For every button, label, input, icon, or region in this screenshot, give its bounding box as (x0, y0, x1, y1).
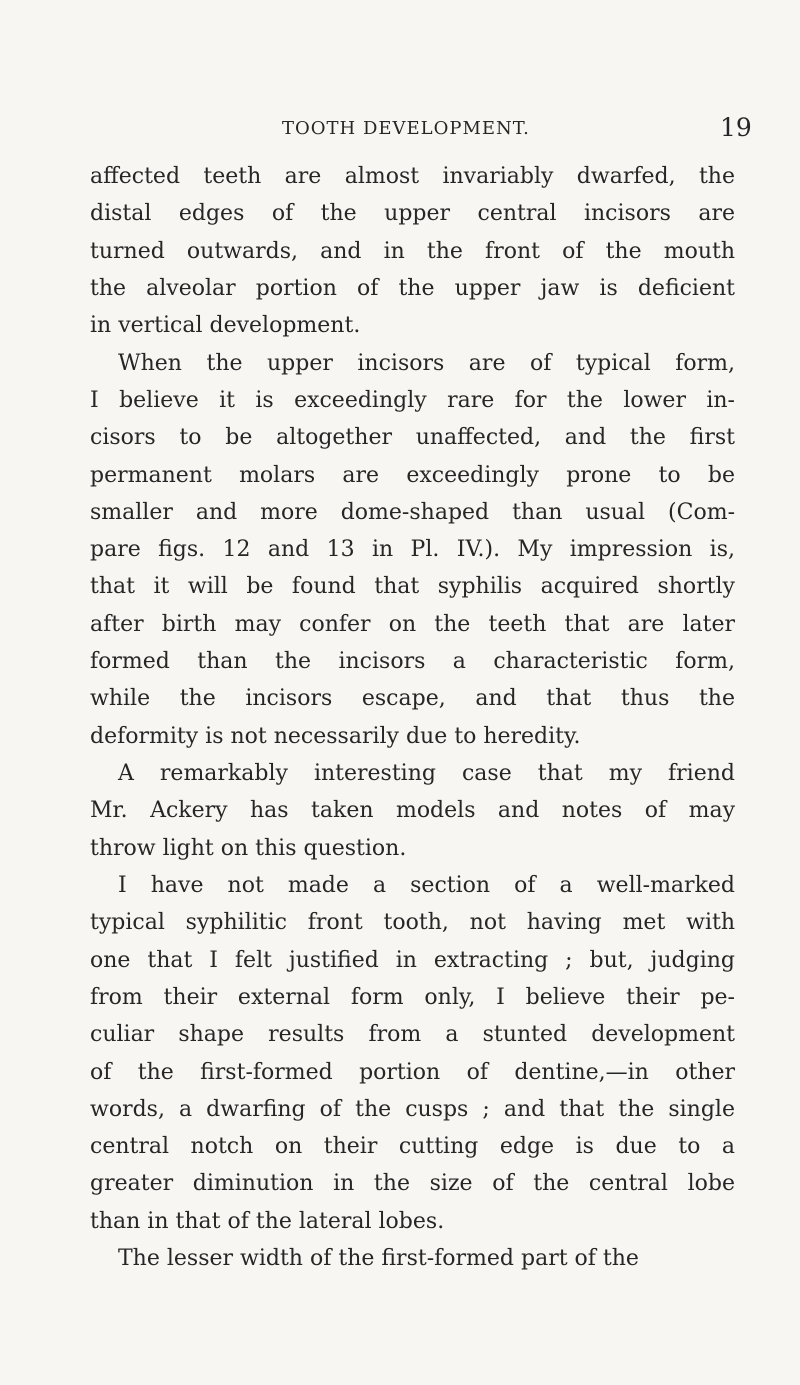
text-line: typical syphilitic front tooth, not having met with (90, 910, 735, 936)
text-line: permanent molars are exceedingly prone to be (90, 462, 735, 488)
text-line: in vertical development. (90, 313, 361, 339)
page-number: 19 (720, 113, 752, 142)
text-line: that it will be found that syphilis acquired shortly (90, 574, 735, 600)
text-line: A remarkably interesting case that my friend (118, 761, 735, 786)
text-line: one that I felt justified in extracting ; but, judging (90, 947, 735, 973)
text-line: distal edges of the upper central incisors are (90, 201, 735, 227)
text-line: pare figs. 12 and 13 in Pl. IV.). My impression is, (90, 537, 735, 563)
text-line: The lesser width of the first-formed part of the (118, 1246, 639, 1272)
running-head (0, 114, 800, 144)
body-text (90, 158, 735, 1277)
text-line: while the incisors escape, and that thus the (90, 686, 735, 712)
text-line: the alveolar portion of the upper jaw is deficient (90, 275, 735, 301)
text-line: from their external form only, I believe their pe- (90, 984, 735, 1010)
text-line: of the first-formed portion of dentine,—in other (90, 1059, 735, 1085)
text-line: turned outwards, and in the front of the mouth (90, 238, 735, 264)
text-line: Mr. Ackery has taken models and notes of may (90, 798, 735, 824)
text-line: affected teeth are almost invariably dwarfed, the (90, 164, 735, 189)
text-line: words, a dwarfing of the cusps ; and that the single (90, 1096, 735, 1122)
text-line: than in that of the lateral lobes. (90, 1208, 445, 1234)
text-line: I have not made a section of a well-marked (118, 872, 735, 898)
text-line: culiar shape results from a stunted development (90, 1022, 735, 1048)
text-line: after birth may confer on the teeth that are later (90, 611, 735, 637)
text-line: greater diminution in the size of the central lobe (90, 1171, 735, 1197)
text-line: smaller and more dome-shaped than usual (Com- (90, 499, 735, 525)
text-line: throw light on this question. (90, 835, 407, 861)
text-line: deformity is not necessarily due to heredity. (90, 723, 581, 749)
text-line: cisors to be altogether unaffected, and the first (90, 425, 735, 451)
text-line: When the upper incisors are of typical form, (118, 350, 735, 376)
text-line: formed than the incisors a characteristic form, (90, 649, 735, 675)
running-title: TOOTH DEVELOPMENT. (282, 118, 530, 139)
text-line: central notch on their cutting edge is due to a (90, 1134, 735, 1160)
text-line: I believe it is exceedingly rare for the lower in- (90, 387, 735, 413)
